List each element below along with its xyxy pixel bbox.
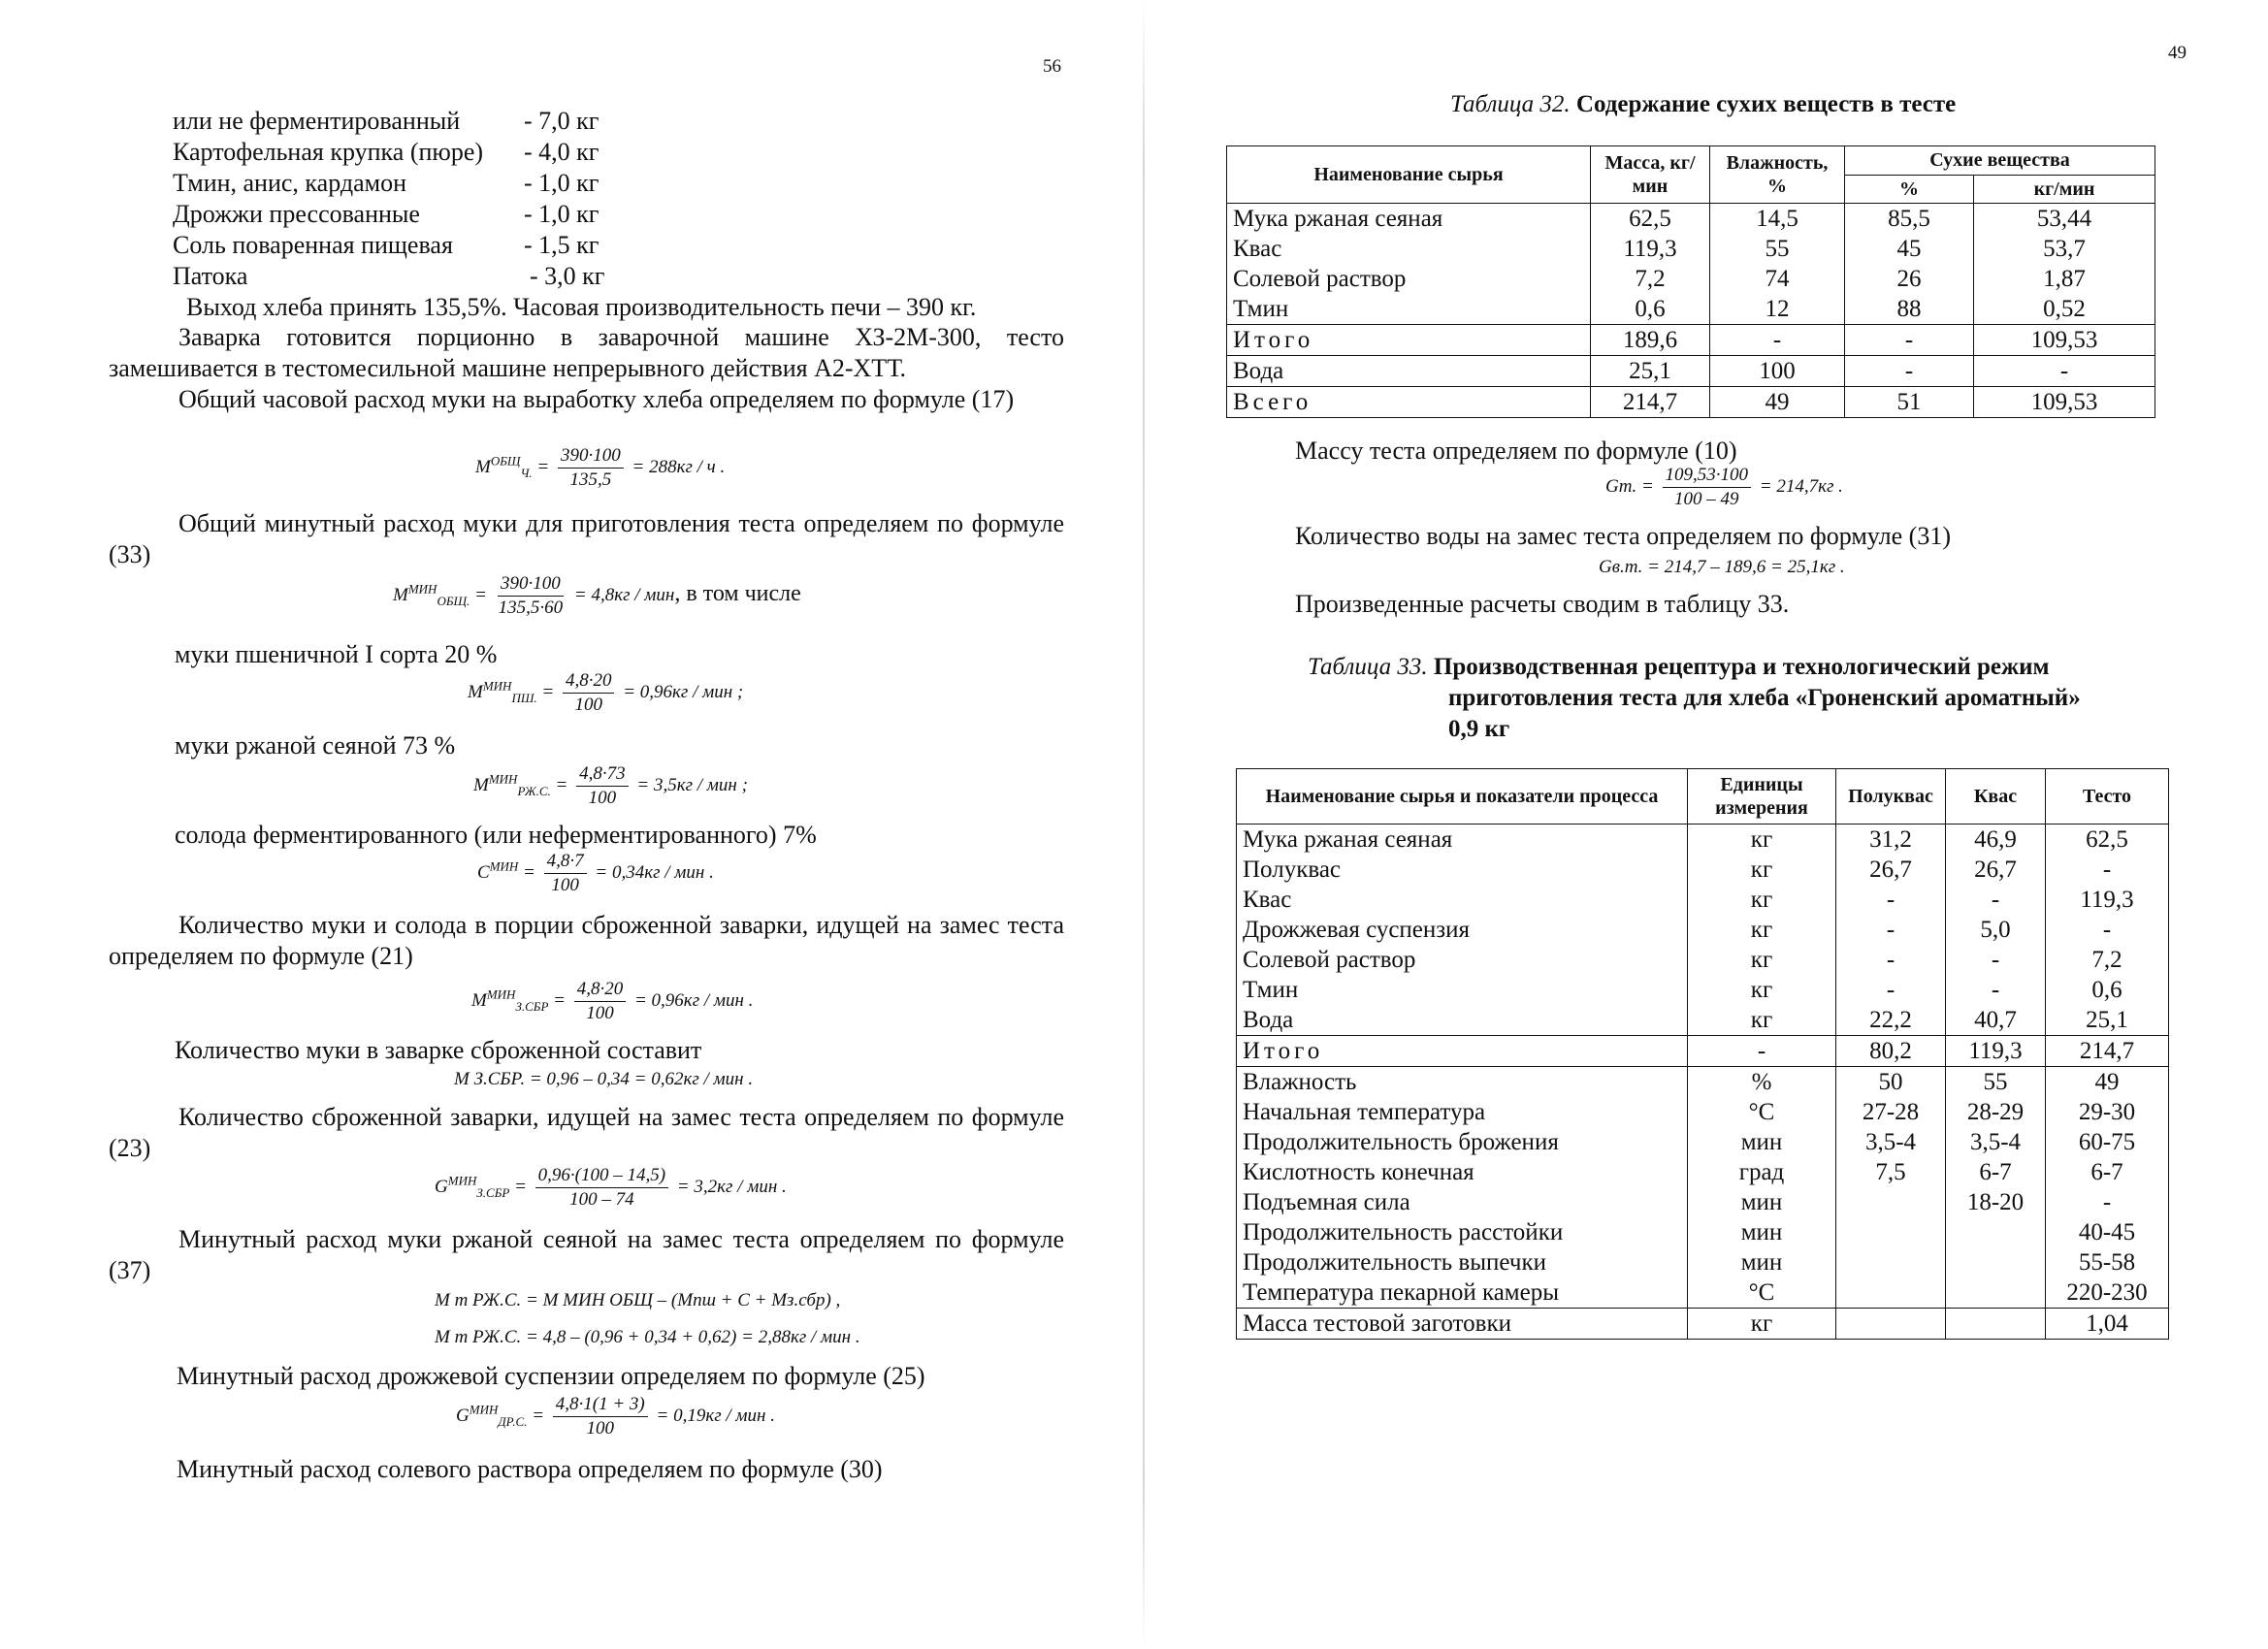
table-row-param — [1237, 1309, 2169, 1340]
table-cell: град — [1688, 1157, 1836, 1187]
table-cell: 7,5 — [1836, 1157, 1946, 1187]
table-cell: 5,0 — [1946, 915, 2046, 945]
formula-result: = 3,5кг / мин ; — [636, 774, 748, 795]
paragraph-rye-minute: Минутный расход муки ржаной сеяной на замес теста определяем по формуле (37) — [109, 1225, 1064, 1284]
table-row — [1237, 1005, 2169, 1036]
table-cell: кг — [1688, 945, 1836, 975]
formula-sup: МИН — [407, 581, 437, 597]
formula-sup: ОБЩ — [490, 453, 521, 469]
formula-sup: МИН — [447, 1173, 477, 1188]
ingredient-row — [173, 200, 677, 231]
formula-denominator: 100 – 49 — [1674, 489, 1739, 509]
table-cell: Кислотность конечная — [1237, 1157, 1688, 1187]
table-cell — [1836, 1309, 1946, 1340]
ingredient-list — [173, 107, 677, 301]
table-cell: 49 — [1710, 387, 1845, 418]
table-cell: 0,6 — [2046, 975, 2169, 1005]
table-cell: 62,5 — [1591, 204, 1710, 235]
table-cell: 7,2 — [1591, 264, 1710, 294]
formula-sub: Ч. — [520, 465, 533, 480]
table-cell: 6-7 — [1946, 1157, 2046, 1187]
table-cell: 80,2 — [1836, 1036, 1946, 1067]
table32-header-moisture: Влажность, % — [1710, 146, 1845, 204]
table-cell: 74 — [1710, 264, 1845, 294]
table-row — [1237, 945, 2169, 975]
table-cell: 55-58 — [2046, 1247, 2169, 1277]
table33-header-quas: Квас — [1946, 769, 2046, 824]
table-row — [1237, 824, 2169, 856]
formula-numerator: 390·100 — [558, 444, 624, 469]
table-cell: - — [2046, 1187, 2169, 1217]
ingredient-row — [173, 262, 677, 293]
formula-denominator: 100 — [551, 875, 579, 895]
paragraph-brew-amount: Количество сброженной заварки, идущей на замес теста определяем по формуле (23) — [109, 1103, 1064, 1162]
formula-sub: З.СБР — [476, 1184, 510, 1200]
formula-sup: МИН — [486, 986, 516, 1002]
table-cell: 1,04 — [2046, 1309, 2169, 1340]
table-cell — [1836, 1277, 1946, 1309]
table32-header-name: Наименование сырья — [1227, 146, 1591, 204]
table-cell: Итого — [1227, 325, 1591, 356]
table-cell — [1836, 1187, 1946, 1217]
paragraph-rye-flour: муки ржаной сеяной 73 % — [175, 731, 456, 760]
table-cell: кг — [1688, 824, 1836, 856]
formula-sub: РЖ.С. — [517, 783, 551, 798]
formula-brew-flour-total: M З.СБР. = 0,96 – 0,34 = 0,62кг / мин . — [454, 1069, 754, 1089]
table-row — [1227, 234, 2155, 264]
paragraph-summary: Произведенные расчеты сводим в таблицу 33. — [1295, 590, 1790, 618]
table-cell: Подъемная сила — [1237, 1187, 1688, 1217]
table-cell: 119,3 — [1946, 1036, 2046, 1067]
ingredient-name: Тмин, анис, кардамон — [173, 169, 406, 197]
table-cell: 40-45 — [2046, 1217, 2169, 1247]
table-cell: 214,7 — [2046, 1036, 2169, 1067]
formula-sub: ОБЩ. — [437, 593, 470, 608]
table-cell — [1836, 1247, 1946, 1277]
table33-header-poluquas: Полуквас — [1836, 769, 1946, 824]
table-cell: 40,7 — [1946, 1005, 2046, 1036]
table-cell: % — [1688, 1067, 1836, 1098]
formula-malt: $C^{МИН}$ = $\frac{4,8\cdot 7}{100}$ = 0,34кг / мин . — [477, 851, 714, 895]
ingredient-row — [173, 138, 677, 169]
table-cell: 53,44 — [1974, 204, 2155, 235]
formula-wheat-flour: $M^{МИН}_{ПШ.}$ = $\frac{4,8\cdot 20}{100}$ = 0,96кг / мин ; — [468, 670, 744, 715]
table-cell: 25,1 — [1591, 356, 1710, 387]
table-row-param — [1237, 1157, 2169, 1187]
table-cell: - — [1836, 915, 1946, 945]
table-row-grand-total — [1227, 387, 2155, 418]
table-cell — [1946, 1247, 2046, 1277]
table-cell: Вода — [1227, 356, 1591, 387]
table33-header-name: Наименование сырья и показатели процесса — [1237, 769, 1688, 824]
table-row-water — [1227, 356, 2155, 387]
table-cell: 60-75 — [2046, 1127, 2169, 1157]
paragraph-brew-flour: Количество муки в заварке сброженной составит — [175, 1036, 702, 1064]
paragraph-hourly-flour: Общий часовой расход муки на выработку хлеба определяем по формуле (17) — [178, 385, 1015, 413]
table-cell: - — [1845, 356, 1974, 387]
formula-tail: , в том числе — [674, 580, 801, 606]
table-cell: 6-7 — [2046, 1157, 2169, 1187]
table-cell: - — [1836, 885, 1946, 915]
table-cell: кг — [1688, 885, 1836, 915]
table-cell: Тмин — [1227, 294, 1591, 325]
table-row-param — [1237, 1097, 2169, 1127]
formula-result: = 0,96кг / мин . — [633, 989, 754, 1011]
table-cell: Начальная температура — [1237, 1097, 1688, 1127]
table-row-param — [1237, 1187, 2169, 1217]
table-row — [1237, 885, 2169, 915]
ingredient-qty: - 3,0 кг — [530, 262, 605, 290]
ingredient-qty: - 4,0 кг — [524, 138, 599, 166]
table32-caption-title: Содержание сухих веществ в тесте — [1575, 91, 1957, 117]
table-cell: 3,5-4 — [1946, 1127, 2046, 1157]
table-cell: 88 — [1845, 294, 1974, 325]
table-cell: Мука ржаная сеяная — [1227, 204, 1591, 235]
table-cell: Дрожжевая суспензия — [1237, 915, 1688, 945]
table32-caption-number: Таблица 32. — [1450, 91, 1571, 117]
table-cell: мин — [1688, 1187, 1836, 1217]
table-cell: Итого — [1237, 1036, 1688, 1067]
table33-caption-line1: Производственная рецептура и технологический режим — [1433, 654, 2050, 680]
table-cell: 0,52 — [1974, 294, 2155, 325]
formula-numerator: 4,8·20 — [574, 978, 627, 1002]
table-cell: Вода — [1237, 1005, 1688, 1036]
formula-result: = 0,96кг / мин ; — [623, 681, 744, 702]
table-cell: Квас — [1237, 885, 1688, 915]
table-cell: 62,5 — [2046, 824, 2169, 856]
ingredient-qty: - 7,0 кг — [524, 107, 599, 135]
table-cell: 14,5 — [1710, 204, 1845, 235]
table-row-param — [1237, 1127, 2169, 1157]
paragraph-salt: Минутный расход солевого раствора определяем по формуле (30) — [177, 1455, 883, 1483]
table32-header-dry: Сухие вещества — [1845, 146, 2155, 176]
table-cell: 18-20 — [1946, 1187, 2046, 1217]
table-cell: 3,5-4 — [1836, 1127, 1946, 1157]
formula-numerator: 4,8·1(1 + 3) — [553, 1393, 648, 1417]
table-cell: 26,7 — [1836, 855, 1946, 885]
table-cell: Мука ржаная сеяная — [1237, 824, 1688, 856]
table-cell: 53,7 — [1974, 234, 2155, 264]
paragraph-malt: солода ферментированного (или неферментированного) 7% — [175, 821, 817, 849]
table-cell: Масса тестовой заготовки — [1237, 1309, 1688, 1340]
table-row-param — [1237, 1247, 2169, 1277]
ingredient-row — [173, 231, 677, 262]
table33-header-dough: Тесто — [2046, 769, 2169, 824]
table33-caption — [1308, 652, 2181, 745]
formula-sup: МИН — [489, 858, 519, 874]
table-cell: 51 — [1845, 387, 1974, 418]
table-cell: - — [1946, 885, 2046, 915]
formula-denominator: 100 — [586, 1003, 614, 1023]
formula-hourly-flour: $M^{ОБЩ}_{Ч.}$ = $\frac{390\cdot 100}{135,5}$ = 288кг / ч . — [475, 445, 726, 490]
table-33 — [1236, 768, 2169, 1340]
paragraph-yeast: Минутный расход дрожжевой суспензии определяем по формуле (25) — [177, 1362, 925, 1390]
table-32 — [1226, 146, 2155, 418]
table-cell: 85,5 — [1845, 204, 1974, 235]
formula-denominator: 100 – 74 — [569, 1189, 634, 1210]
formula-denominator: 100 — [588, 788, 617, 808]
table-cell: 12 — [1710, 294, 1845, 325]
table-cell: 55 — [1710, 234, 1845, 264]
table-cell: Квас — [1227, 234, 1591, 264]
table-cell: кг — [1688, 915, 1836, 945]
table32-header-dry-kg: кг/мин — [1974, 175, 2155, 204]
table-cell: - — [1946, 945, 2046, 975]
table-cell: 214,7 — [1591, 387, 1710, 418]
table-cell: мин — [1688, 1127, 1836, 1157]
formula-rye-minute-b: M m РЖ.С. = 4,8 – (0,96 + 0,34 + 0,62) = 2,88кг / мин . — [435, 1327, 860, 1347]
table33-caption-line3: 0,9 кг — [1448, 716, 1510, 742]
formula-result: = 288кг / ч . — [632, 456, 726, 477]
table-cell: - — [1688, 1036, 1836, 1067]
right-page — [1135, 0, 2268, 1649]
table-cell: Влажность — [1237, 1067, 1688, 1098]
table-cell: - — [1836, 945, 1946, 975]
table-cell: Солевой раствор — [1237, 945, 1688, 975]
paragraph-equipment: Заварка готовится порционно в заварочной машине ХЗ-2М-300, тесто замешивается в тестомесильной машине непрерывного действия А2-ХТТ. — [109, 323, 1064, 382]
formula-sub: ПШ. — [511, 690, 537, 705]
table-cell: °C — [1688, 1277, 1836, 1309]
ingredient-name: Картофельная крупка (пюре) — [173, 138, 484, 166]
table-row — [1227, 204, 2155, 235]
table-cell: 28-29 — [1946, 1097, 2046, 1127]
table-cell: 7,2 — [2046, 945, 2169, 975]
table-cell: Солевой раствор — [1227, 264, 1591, 294]
table-cell: - — [1845, 325, 1974, 356]
formula-denominator: 135,5 — [569, 469, 612, 490]
table-cell: 49 — [2046, 1067, 2169, 1098]
formula-rye-minute-a: M m РЖ.С. = M МИН ОБЩ – (Мпш + C + Мз.сбр) , — [435, 1290, 841, 1310]
table-cell: Полуквас — [1237, 855, 1688, 885]
table-cell: 46,9 — [1946, 824, 2046, 856]
table32-header-dry-pct: % — [1845, 175, 1974, 204]
table-row — [1227, 264, 2155, 294]
table-cell: Тмин — [1237, 975, 1688, 1005]
ingredient-qty: - 1,0 кг — [524, 169, 599, 197]
table-cell: 189,6 — [1591, 325, 1710, 356]
formula-result: = 0,19кг / мин . — [656, 1405, 775, 1426]
ingredient-row — [173, 107, 677, 138]
formula-result: = 4,8кг / мин — [573, 584, 675, 605]
table-cell: кг — [1688, 1309, 1836, 1340]
formula-numerator: 390·100 — [498, 572, 564, 597]
table-cell — [1836, 1217, 1946, 1247]
table-cell: - — [1974, 356, 2155, 387]
formula-minute-flour: $M^{МИН}_{ОБЩ.}$ = $\frac{390\cdot 100}{135,5\cdot 60}$ = 4,8кг / мин, в том числе — [393, 573, 801, 618]
formula-numerator: 4,8·20 — [563, 669, 615, 694]
table-cell: - — [2046, 855, 2169, 885]
table-row — [1237, 915, 2169, 945]
formula-sup: МИН — [488, 771, 518, 787]
table-cell: - — [1710, 325, 1845, 356]
table32-header-mass: Масса, кг/мин — [1591, 146, 1710, 204]
table-row-param — [1237, 1067, 2169, 1098]
formula-yeast: $G^{МИН}_{ДР.С.}$ = $\frac{4,8\cdot 1(1 + 3)}{100}$ = 0,19кг / мин . — [456, 1394, 775, 1439]
table-cell: 25,1 — [2046, 1005, 2169, 1036]
paragraph-water-amount: Количество воды на замес теста определяем по формуле (31) — [1295, 522, 1951, 550]
table32-caption — [1450, 91, 1956, 118]
table-cell — [1946, 1277, 2046, 1309]
table-cell: 50 — [1836, 1067, 1946, 1098]
formula-denominator: 100 — [574, 695, 602, 715]
ingredient-name: Патока — [173, 262, 248, 290]
table33-header-unit: Единицы измерения — [1688, 769, 1836, 824]
formula-sup: МИН — [469, 1402, 499, 1417]
formula-denominator: 135,5·60 — [498, 598, 564, 618]
formula-numerator: 109,53·100 — [1663, 464, 1752, 488]
table-cell: 0,6 — [1591, 294, 1710, 325]
table-cell: Продолжительность брожения — [1237, 1127, 1688, 1157]
table-cell: Продолжительность расстойки — [1237, 1217, 1688, 1247]
ingredient-qty: - 1,0 кг — [524, 200, 599, 228]
formula-water-amount: Gв.т. = 214,7 – 189,6 = 25,1кг . — [1599, 557, 1845, 577]
table-row — [1227, 294, 2155, 325]
table-cell: 119,3 — [2046, 885, 2169, 915]
table33-caption-line2: приготовления теста для хлеба «Гроненский ароматный» — [1448, 685, 2081, 711]
table-cell — [1946, 1217, 2046, 1247]
table-cell: 26 — [1845, 264, 1974, 294]
formula-brew-flour: $M^{МИН}_{З.СБР}$ = $\frac{4,8\cdot 20}{100}$ = 0,96кг / мин . — [471, 979, 754, 1023]
table-cell: 1,87 — [1974, 264, 2155, 294]
table-cell: 45 — [1845, 234, 1974, 264]
table-cell: Температура пекарной камеры — [1237, 1277, 1688, 1309]
formula-numerator: 4,8·7 — [544, 850, 587, 874]
table-cell: - — [1946, 975, 2046, 1005]
paragraph-output: Выход хлеба принять 135,5%. Часовая производительность печи – 390 кг. — [186, 293, 977, 321]
paragraph-brew-portion: Количество муки и солода в порции сброженной заварки, идущей на замес теста определяем по формуле (21) — [109, 911, 1064, 970]
table-cell: 22,2 — [1836, 1005, 1946, 1036]
table33-caption-number: Таблица 33. — [1308, 654, 1428, 680]
table-row-param — [1237, 1277, 2169, 1309]
table-cell: 109,53 — [1974, 325, 2155, 356]
table-cell: 29-30 — [2046, 1097, 2169, 1127]
formula-numerator: 0,96·(100 – 14,5) — [535, 1164, 668, 1188]
table-cell: мин — [1688, 1217, 1836, 1247]
formula-sup: МИН — [482, 678, 512, 694]
formula-result: = 3,2кг / мин . — [676, 1176, 787, 1197]
table-cell: 27-28 — [1836, 1097, 1946, 1127]
table-cell: 220-230 — [2046, 1277, 2169, 1309]
table-cell: 31,2 — [1836, 824, 1946, 856]
table-row-param — [1237, 1217, 2169, 1247]
table-row — [1237, 855, 2169, 885]
table-cell: 26,7 — [1946, 855, 2046, 885]
ingredient-name: Соль поваренная пищевая — [173, 231, 453, 259]
table-cell: Продолжительность выпечки — [1237, 1247, 1688, 1277]
ingredient-name: Дрожжи прессованные — [173, 200, 420, 228]
table-cell: 100 — [1710, 356, 1845, 387]
table-cell — [1946, 1309, 2046, 1340]
table-cell: 119,3 — [1591, 234, 1710, 264]
formula-dough-mass: Gm. = $\frac{109,53\cdot 100}{100 - 49}$ = 214,7кг . — [1605, 465, 1843, 509]
ingredient-name: или не ферментированный — [173, 107, 461, 135]
formula-denominator: 100 — [586, 1418, 614, 1439]
formula-result: = 0,34кг / мин . — [595, 861, 714, 883]
formula-sub: З.СБР — [515, 998, 549, 1014]
page-number-right: 49 — [2168, 43, 2187, 63]
table-cell: кг — [1688, 1005, 1836, 1036]
formula-numerator: 4,8·73 — [576, 762, 629, 787]
paragraph-minute-flour: Общий минутный расход муки для приготовления теста определяем по формуле (33) — [109, 509, 1064, 568]
table-cell: - — [1836, 975, 1946, 1005]
table-row-total — [1237, 1036, 2169, 1067]
table-row — [1237, 975, 2169, 1005]
table-cell: °C — [1688, 1097, 1836, 1127]
formula-symbol: Gm. — [1605, 475, 1637, 497]
paragraph-wheat-flour: муки пшеничной I сорта 20 % — [175, 640, 498, 668]
table-cell: - — [2046, 915, 2169, 945]
formula-result: = 214,7кг . — [1759, 475, 1843, 497]
formula-sub: ДР.С. — [498, 1413, 528, 1429]
table-cell: 55 — [1946, 1067, 2046, 1098]
table-cell: 109,53 — [1974, 387, 2155, 418]
ingredient-qty: - 1,5 кг — [524, 231, 599, 259]
ingredient-row — [173, 169, 677, 200]
table-cell: кг — [1688, 975, 1836, 1005]
table-cell: кг — [1688, 855, 1836, 885]
table-cell: мин — [1688, 1247, 1836, 1277]
formula-brew-amount: $G^{МИН}_{З.СБР}$ = $\frac{0,96\cdot(100 - 14,5)}{100 - 74}$ = 3,2кг / мин . — [435, 1165, 787, 1210]
table-cell: Всего — [1227, 387, 1591, 418]
paragraph-dough-mass: Массу теста определяем по формуле (10) — [1295, 436, 1737, 465]
table-row-total — [1227, 325, 2155, 356]
formula-rye-flour: $M^{МИН}_{РЖ.С.}$ = $\frac{4,8\cdot 73}{100}$ = 3,5кг / мин ; — [473, 763, 748, 808]
page-number-left: 56 — [1043, 56, 1061, 77]
